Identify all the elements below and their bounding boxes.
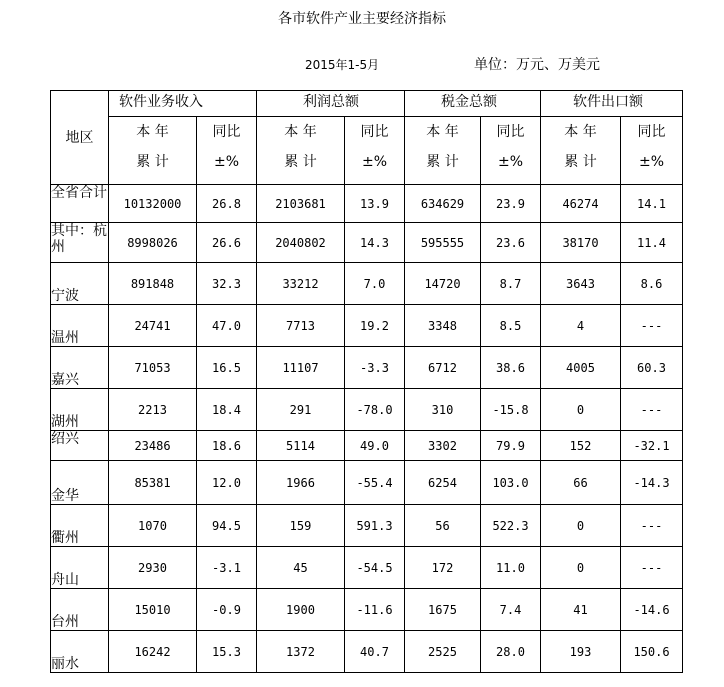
value-cell: --- — [621, 547, 683, 589]
region-cell: 台州 — [51, 589, 109, 631]
value-cell: 522.3 — [481, 505, 541, 547]
value-cell: 23486 — [109, 431, 197, 461]
value-cell: 3643 — [541, 263, 621, 305]
value-cell: 2930 — [109, 547, 197, 589]
page-title: 各市软件产业主要经济指标 — [278, 11, 446, 27]
value-cell: 32.3 — [197, 263, 257, 305]
value-cell: 103.0 — [481, 461, 541, 505]
value-cell: 1070 — [109, 505, 197, 547]
table-row — [51, 305, 683, 347]
header-yoy: 同比 ±% — [481, 117, 541, 185]
table-row — [51, 389, 683, 431]
table-row — [51, 505, 683, 547]
value-cell: 14.1 — [621, 185, 683, 223]
value-cell: 45 — [257, 547, 345, 589]
value-cell: -11.6 — [345, 589, 405, 631]
value-cell: 11107 — [257, 347, 345, 389]
value-cell: 0 — [541, 547, 621, 589]
region-cell: 衢州 — [51, 505, 109, 547]
region-cell: 宁波 — [51, 263, 109, 305]
value-cell: 23.9 — [481, 185, 541, 223]
value-cell: 11.4 — [621, 223, 683, 263]
header-software-revenue: 软件业务收入 — [109, 91, 257, 117]
value-cell: 16.5 — [197, 347, 257, 389]
value-cell: -14.3 — [621, 461, 683, 505]
value-cell: 7.0 — [345, 263, 405, 305]
value-cell: 291 — [257, 389, 345, 431]
table-row — [51, 185, 683, 223]
value-cell: 891848 — [109, 263, 197, 305]
value-cell: 10132000 — [109, 185, 197, 223]
value-cell: 310 — [405, 389, 481, 431]
header-cumulative: 本 年 累 计 — [109, 117, 197, 185]
value-cell: -3.1 — [197, 547, 257, 589]
region-cell: 温州 — [51, 305, 109, 347]
unit-label: 单位：万元、万美元 — [474, 57, 600, 73]
value-cell: 60.3 — [621, 347, 683, 389]
value-cell: 4005 — [541, 347, 621, 389]
value-cell: 16242 — [109, 631, 197, 673]
value-cell: -78.0 — [345, 389, 405, 431]
value-cell: 33212 — [257, 263, 345, 305]
value-cell: 24741 — [109, 305, 197, 347]
value-cell: 56 — [405, 505, 481, 547]
value-cell: 3302 — [405, 431, 481, 461]
value-cell: 1966 — [257, 461, 345, 505]
value-cell: -3.3 — [345, 347, 405, 389]
value-cell: -14.6 — [621, 589, 683, 631]
header-software-export: 软件出口额 — [541, 91, 683, 117]
value-cell: 13.9 — [345, 185, 405, 223]
header-yoy: 同比 ±% — [621, 117, 683, 185]
value-cell: 172 — [405, 547, 481, 589]
indicator-table — [50, 90, 683, 673]
value-cell: 2525 — [405, 631, 481, 673]
value-cell: 193 — [541, 631, 621, 673]
value-cell: 85381 — [109, 461, 197, 505]
value-cell: 28.0 — [481, 631, 541, 673]
value-cell: 26.6 — [197, 223, 257, 263]
header-cumulative: 本 年 累 计 — [405, 117, 481, 185]
value-cell: 1900 — [257, 589, 345, 631]
value-cell: 46274 — [541, 185, 621, 223]
table-row — [51, 631, 683, 673]
header-region: 地区 — [51, 91, 109, 185]
region-cell: 金华 — [51, 461, 109, 505]
header-total-tax: 税金总额 — [405, 91, 541, 117]
value-cell: 2213 — [109, 389, 197, 431]
value-cell: 94.5 — [197, 505, 257, 547]
value-cell: 159 — [257, 505, 345, 547]
value-cell: 15.3 — [197, 631, 257, 673]
table-row — [51, 223, 683, 263]
value-cell: -0.9 — [197, 589, 257, 631]
value-cell: 18.4 — [197, 389, 257, 431]
value-cell: 49.0 — [345, 431, 405, 461]
value-cell: 1675 — [405, 589, 481, 631]
report-period: 2015年1-5月 — [305, 58, 380, 72]
value-cell: --- — [621, 389, 683, 431]
value-cell: 38170 — [541, 223, 621, 263]
table-row — [51, 263, 683, 305]
value-cell: 591.3 — [345, 505, 405, 547]
value-cell: 12.0 — [197, 461, 257, 505]
value-cell: 2103681 — [257, 185, 345, 223]
value-cell: 66 — [541, 461, 621, 505]
region-cell: 舟山 — [51, 547, 109, 589]
value-cell: 7.4 — [481, 589, 541, 631]
value-cell: 38.6 — [481, 347, 541, 389]
value-cell: 11.0 — [481, 547, 541, 589]
header-total-profit: 利润总额 — [257, 91, 405, 117]
region-cell: 绍兴 — [51, 431, 109, 461]
value-cell: -54.5 — [345, 547, 405, 589]
value-cell: 26.8 — [197, 185, 257, 223]
table-row — [51, 347, 683, 389]
value-cell: 4 — [541, 305, 621, 347]
value-cell: 150.6 — [621, 631, 683, 673]
region-cell: 全省合计 — [51, 185, 109, 223]
value-cell: 40.7 — [345, 631, 405, 673]
header-cumulative: 本 年 累 计 — [541, 117, 621, 185]
header-yoy: 同比 ±% — [197, 117, 257, 185]
value-cell: 6254 — [405, 461, 481, 505]
value-cell: 79.9 — [481, 431, 541, 461]
table-row — [51, 431, 683, 461]
value-cell: 7713 — [257, 305, 345, 347]
value-cell: 47.0 — [197, 305, 257, 347]
value-cell: 634629 — [405, 185, 481, 223]
value-cell: 18.6 — [197, 431, 257, 461]
value-cell: 41 — [541, 589, 621, 631]
value-cell: 0 — [541, 389, 621, 431]
value-cell: 595555 — [405, 223, 481, 263]
value-cell: 3348 — [405, 305, 481, 347]
value-cell: 152 — [541, 431, 621, 461]
region-cell: 嘉兴 — [51, 347, 109, 389]
table-row — [51, 589, 683, 631]
value-cell: --- — [621, 505, 683, 547]
value-cell: -32.1 — [621, 431, 683, 461]
table-row — [51, 461, 683, 505]
header-yoy: 同比 ±% — [345, 117, 405, 185]
value-cell: 8998026 — [109, 223, 197, 263]
value-cell: 6712 — [405, 347, 481, 389]
region-cell: 其中：杭州 — [51, 223, 109, 263]
header-cumulative: 本 年 累 计 — [257, 117, 345, 185]
value-cell: 23.6 — [481, 223, 541, 263]
value-cell: 8.7 — [481, 263, 541, 305]
value-cell: 14720 — [405, 263, 481, 305]
region-cell: 丽水 — [51, 631, 109, 673]
value-cell: 14.3 — [345, 223, 405, 263]
table-row — [51, 547, 683, 589]
value-cell: 2040802 — [257, 223, 345, 263]
value-cell: 15010 — [109, 589, 197, 631]
value-cell: -15.8 — [481, 389, 541, 431]
value-cell: --- — [621, 305, 683, 347]
value-cell: 1372 — [257, 631, 345, 673]
region-cell: 湖州 — [51, 389, 109, 431]
value-cell: 8.6 — [621, 263, 683, 305]
value-cell: 19.2 — [345, 305, 405, 347]
value-cell: 5114 — [257, 431, 345, 461]
value-cell: -55.4 — [345, 461, 405, 505]
value-cell: 71053 — [109, 347, 197, 389]
value-cell: 8.5 — [481, 305, 541, 347]
value-cell: 0 — [541, 505, 621, 547]
